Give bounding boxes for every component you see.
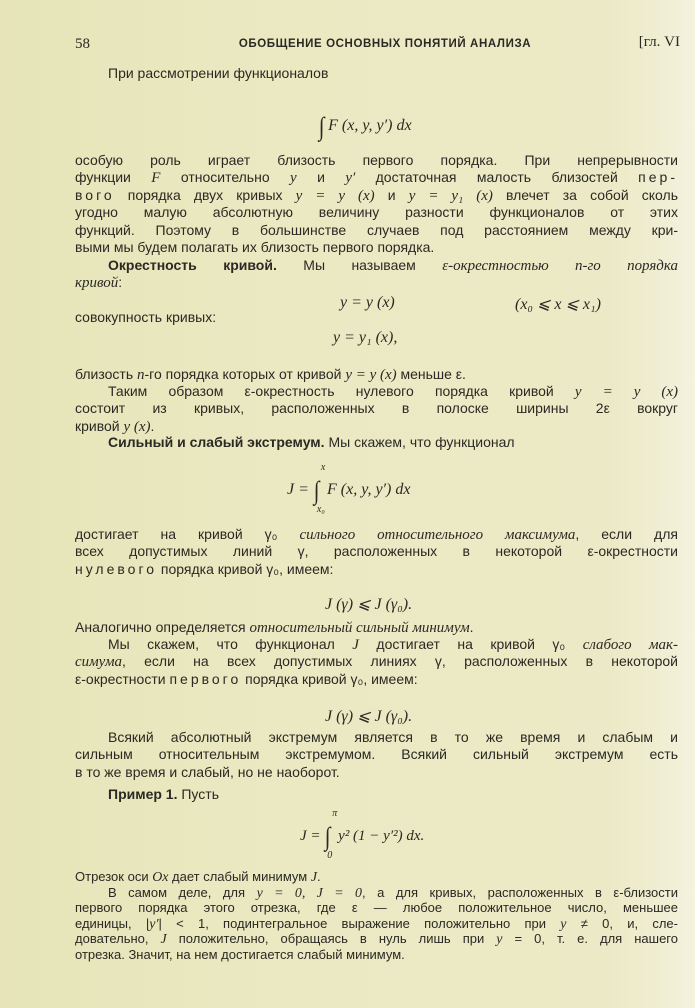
text-run: достигает на кривой γ₀ <box>75 526 300 542</box>
text-run: Отрезок оси <box>75 869 153 884</box>
text-run: сильным относительным экстремумом. Всякий сильный экстремум есть <box>75 746 678 763</box>
math-or-emphasis-run: y′ <box>345 170 356 187</box>
paragraph-strong-maximum <box>75 526 678 578</box>
lower-limit: x₀ <box>316 504 325 515</box>
text-line <box>75 418 678 435</box>
text-line <box>75 931 678 947</box>
text-line <box>75 947 678 963</box>
math-or-emphasis-run: кривой <box>75 275 119 292</box>
text-run: | < 1, подинтегральное выражение положительно при <box>158 915 561 931</box>
text-line <box>75 671 678 688</box>
text-line <box>75 239 678 256</box>
math-or-emphasis-run: F <box>151 170 161 187</box>
math-or-emphasis-run: y = y (x) <box>345 367 397 383</box>
upper-limit: π <box>332 808 338 819</box>
math-or-emphasis-run: относительный сильный минимум <box>249 620 470 636</box>
text-line <box>75 204 678 221</box>
text-line <box>75 869 678 885</box>
integral-sign: ∫ <box>318 112 325 141</box>
text-line <box>75 222 678 239</box>
text-run: -го порядка которых от кривой <box>144 366 346 382</box>
math-or-emphasis-run: y <box>290 170 297 187</box>
math-or-emphasis-run: сильного относительного максимума <box>299 527 576 543</box>
text-run: ≠ 0, и, сле- <box>566 915 678 931</box>
math-or-emphasis-run: n <box>137 367 145 383</box>
math-or-emphasis-run: y <box>496 932 503 948</box>
text-run: : <box>118 274 123 291</box>
text-line <box>75 400 678 417</box>
text-line <box>75 764 678 781</box>
math-or-emphasis-run: Ox <box>152 870 169 885</box>
text-run: Мы скажем, что функционал <box>108 636 353 652</box>
paragraph-strong-weak-heading <box>75 434 678 451</box>
paragraph-strong-minimum <box>75 619 678 636</box>
spaced-emphasis-run: пер- <box>638 169 678 186</box>
text-run: порядка двух кривых <box>114 186 296 203</box>
math-or-emphasis-run: y = y (x) <box>295 187 375 204</box>
text-line <box>75 746 678 763</box>
math-or-emphasis-run: y = 0, J = 0 <box>256 885 362 901</box>
math-or-emphasis-run: y = y (x) <box>574 384 678 400</box>
math-or-emphasis-run: J <box>352 637 359 653</box>
paragraph-example-heading <box>75 786 678 803</box>
text-line <box>75 257 678 274</box>
text-run: меньше ε. <box>396 366 466 382</box>
equation-example <box>300 808 425 861</box>
text-run: единицы, | <box>75 915 150 931</box>
text-line <box>75 885 678 901</box>
text-run: . <box>317 869 321 884</box>
text-line <box>75 653 678 670</box>
math-or-emphasis-run: слабого мак- <box>582 637 678 653</box>
text-run: = 0, т. е. для нашего <box>502 931 678 947</box>
paragraph-first-order-closeness <box>75 152 678 256</box>
bold-heading-run: Окрестность кривой. <box>108 257 277 273</box>
text-run: Таким образом ε-окрестность нулевого порядка кривой <box>108 383 575 399</box>
text-run: порядка кривой γ₀, имеем: <box>241 670 418 687</box>
text-run: Мы называем <box>276 257 443 273</box>
equation-curve: y = y (x) <box>340 294 395 311</box>
bold-heading-run: Сильный и слабый экстремум. <box>108 434 325 450</box>
math-or-emphasis-run: J <box>310 870 317 885</box>
equation-body: F (x, y, y′) dx <box>327 481 411 498</box>
text-run: и <box>296 169 346 186</box>
math-or-emphasis-run: y (x) <box>123 418 151 435</box>
text-line <box>75 169 678 186</box>
text-line <box>75 383 678 400</box>
equation-functional <box>318 112 412 142</box>
text-line <box>75 187 678 204</box>
text-run: влечет за собой сколь <box>492 186 678 203</box>
text-line <box>75 636 678 653</box>
math-or-emphasis-run: y <box>560 916 567 932</box>
text-run: . <box>150 417 155 434</box>
text-run: порядка кривой γ₀, имеем: <box>157 560 334 577</box>
running-title: ОБОБЩЕНИЕ ОСНОВНЫХ ПОНЯТИЙ АНАЛИЗА <box>238 38 532 50</box>
text-run: в то же время и слабый, но не наоборот. <box>75 763 340 780</box>
text-run: , а для кривых, расположенных в ε-близости <box>361 884 678 900</box>
text-run: выми мы будем полагать их близость первого порядка. <box>75 238 435 255</box>
text-line <box>75 786 678 803</box>
text-run: Всякий абсолютный экстремум является в то же время и слабым и <box>108 729 678 745</box>
text-line <box>75 900 678 916</box>
text-run: и <box>374 186 409 203</box>
upper-limit: x <box>320 462 326 473</box>
equation-curve-y1: y = y₁ (x), <box>333 329 398 346</box>
bold-heading-run: Пример 1. <box>108 786 178 802</box>
set-of-curves-label <box>75 309 678 326</box>
math-or-emphasis-run: J <box>160 932 167 948</box>
text-line <box>75 916 678 932</box>
text-run: угодно малую абсолютную величину разности функционалов от этих <box>75 204 678 221</box>
chapter-label: [гл. VI <box>638 34 680 50</box>
running-header <box>75 36 680 56</box>
text-run: особую роль играет близость первого порядка. При непрерывности <box>75 152 678 168</box>
text-run: Мы скажем, что функционал <box>324 434 515 450</box>
text-line <box>75 729 678 746</box>
text-run: кривой <box>75 417 124 434</box>
text-run: функций. Поэтому в большинстве случаев под расстоянием между кри- <box>75 221 678 238</box>
equation-inequality-strong: J (γ) ⩽ J (γ₀). <box>325 596 413 613</box>
integral-sign: ∫ <box>324 822 331 851</box>
paragraph-zero-order <box>75 383 678 435</box>
equation-body: y² (1 − y′²) dx. <box>338 828 425 844</box>
equation-lhs: J = <box>300 828 321 844</box>
spaced-emphasis-run: вого <box>75 186 115 203</box>
text-run: первого порядка этого отрезка, где ε — любое положительное число, меньшее <box>75 900 678 916</box>
page-number: 58 <box>75 36 90 52</box>
text-run: , если на всех допустимых линиях γ, расположенных в некоторой <box>122 653 678 670</box>
text-line <box>75 274 678 291</box>
text-run: отрезка. Значит, на нем достигается слабый минимум. <box>75 946 405 962</box>
text-run: Пусть <box>177 786 219 802</box>
text-line <box>75 366 678 383</box>
paragraph-neighborhood-definition <box>75 257 678 292</box>
text-run: состоит из кривых, расположенных в полоске ширины 2ε вокруг <box>75 400 678 417</box>
spaced-emphasis-run: нулевого <box>75 560 158 577</box>
equation-body: F (x, y, y′) dx <box>328 117 412 134</box>
equation-J-definition <box>287 462 411 515</box>
text-run: относительно <box>160 169 291 186</box>
text-line <box>75 619 678 636</box>
equation-lhs: J = <box>287 481 309 498</box>
text-run: . <box>469 619 474 635</box>
text-run: достигает на кривой γ₀ <box>358 636 583 652</box>
text-line <box>75 152 678 169</box>
text-line <box>75 526 678 543</box>
math-or-emphasis-run: y = y₁ (x) <box>408 187 493 204</box>
math-or-emphasis-run: симума <box>75 654 122 671</box>
math-or-emphasis-run: ε-окрестностью n-го порядка <box>442 258 678 274</box>
text-run: близость <box>75 366 138 382</box>
text-run: функции <box>75 169 152 186</box>
text-run: дает слабый минимум <box>168 869 311 884</box>
text-line: совокупность кривых: <box>75 309 217 325</box>
text-run: ε-окрестности <box>75 670 170 687</box>
text-run: положительно, обращаясь в нуль лишь при <box>166 931 497 947</box>
text-run: довательно, <box>75 931 161 947</box>
lower-limit: 0 <box>327 850 333 861</box>
text-line <box>75 65 678 82</box>
text-run: , если для <box>575 526 678 542</box>
spaced-emphasis-run: первого <box>169 670 242 687</box>
text-run: достаточная малость близостей <box>355 169 639 186</box>
equation-interval: (x₀ ⩽ x ⩽ x₁) <box>515 296 601 313</box>
paragraph-example-explanation <box>75 869 678 963</box>
paragraph-absolute-extremum <box>75 729 678 781</box>
text-run: всех допустимых линий γ, расположенных в некоторой ε-окрестности <box>75 543 678 560</box>
text-run: При рассмотрении функционалов <box>108 65 329 81</box>
text-run: В самом деле, для <box>108 884 257 900</box>
text-line <box>75 543 678 560</box>
math-or-emphasis-run: y′ <box>149 916 159 932</box>
text-line <box>75 434 678 451</box>
equation-inequality-weak: J (γ) ⩽ J (γ₀). <box>325 708 413 725</box>
paragraph-closeness-less-eps <box>75 366 678 383</box>
integral-sign: ∫ <box>313 476 320 505</box>
text-run: Аналогично определяется <box>75 619 250 635</box>
paragraph-weak-maximum <box>75 636 678 688</box>
text-line <box>75 561 678 578</box>
paragraph-intro <box>75 65 678 82</box>
